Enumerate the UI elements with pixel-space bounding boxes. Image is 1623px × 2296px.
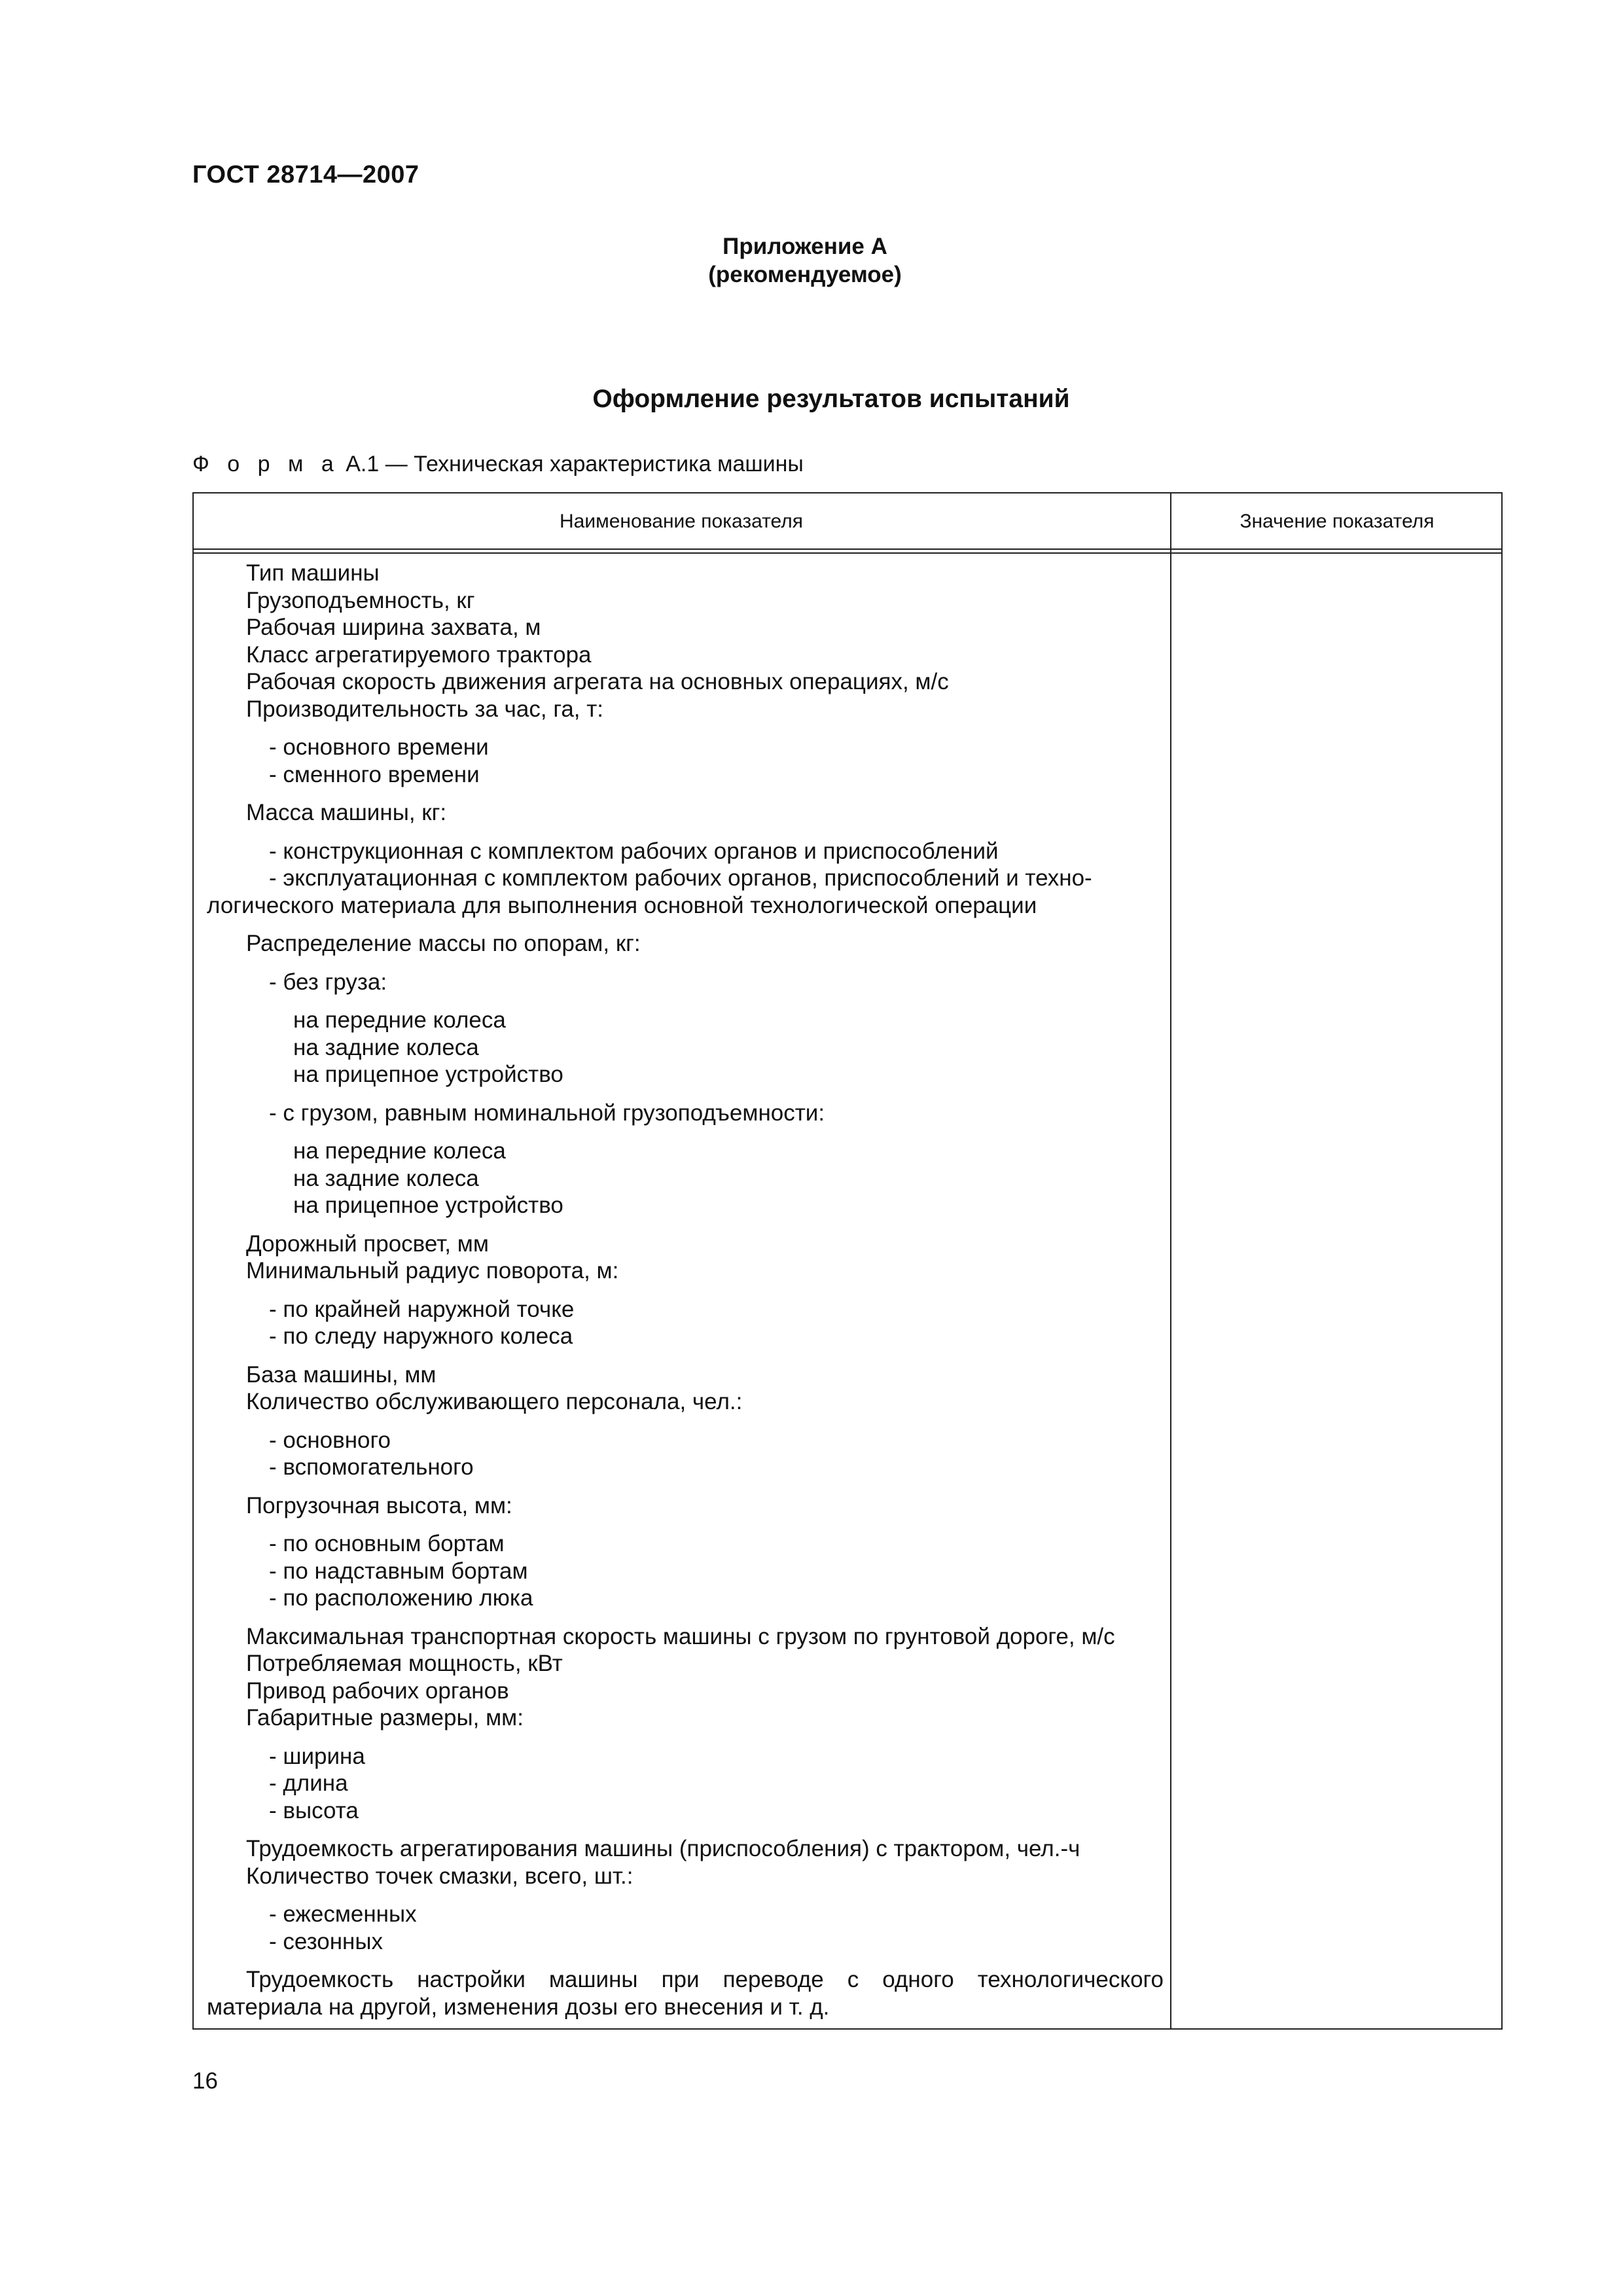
document-standard-number: ГОСТ 28714—2007 — [192, 161, 419, 188]
table-row: - ежесменных — [269, 1901, 417, 1927]
table-row: на прицепное устройство — [293, 1193, 563, 1218]
table-row: Рабочая скорость движения агрегата на основных операциях, м/с — [246, 669, 949, 694]
annex-status: (рекомендуемое) — [708, 262, 902, 287]
table-row: на передние колеса — [293, 1007, 506, 1033]
table-row: на задние колеса — [293, 1034, 479, 1060]
table-row: Масса машины, кг: — [246, 800, 447, 825]
column-header-name: Наименование показателя — [560, 511, 803, 532]
table-row: Количество обслуживающего персонала, чел.: — [246, 1389, 743, 1414]
table-row: материала на другой, изменения дозы его внесения и т. д. — [207, 1994, 830, 2020]
table-row: База машины, мм — [246, 1361, 437, 1388]
table-row: Тип машины — [246, 560, 380, 586]
table-row: - по надставным бортам — [269, 1558, 528, 1584]
table-row: - с грузом, равным номинальной грузоподъемности: — [269, 1100, 825, 1126]
section-heading: Оформление результатов испытаний — [592, 385, 1070, 413]
table-row: на прицепное устройство — [293, 1062, 563, 1087]
table-header-rule-double — [192, 552, 1503, 554]
table-row: - длина — [269, 1770, 348, 1796]
table-row: Количество точек смазки, всего, шт.: — [246, 1863, 633, 1889]
table-header-rule — [192, 548, 1503, 550]
table-row: Грузоподъемность, кг — [246, 587, 475, 613]
table-row: на передние колеса — [293, 1138, 506, 1164]
table-row: на задние колеса — [293, 1165, 479, 1191]
table-row: Класс агрегатируемого трактора — [246, 641, 592, 668]
table-row: - вспомогательного — [269, 1454, 474, 1480]
table-row: - без груза: — [269, 969, 387, 995]
form-caption — [192, 452, 804, 477]
table-body-name-column — [207, 560, 1164, 2020]
table-row: - ширина — [269, 1743, 365, 1769]
table-row: - эксплуатационная с комплектом рабочих органов, приспособлений и техно- — [269, 865, 1092, 891]
table-row: Дорожный просвет, мм — [246, 1230, 489, 1257]
table-row: - по крайней наружной точке — [269, 1296, 575, 1322]
table-row: Трудоемкость агрегатирования машины (приспособления) с трактором, чел.-ч — [246, 1836, 1080, 1861]
table-row: - конструкционная с комплектом рабочих органов и приспособлений — [269, 838, 999, 864]
table-row: - по следу наружного колеса — [269, 1323, 573, 1349]
table-row: Трудоемкость настройки машины при переводе с одного технологического — [246, 1967, 1164, 1992]
table-row: - основного времени — [269, 734, 489, 760]
table-row: Погрузочная высота, мм: — [246, 1492, 512, 1518]
table-column-divider — [1170, 492, 1171, 2030]
form-caption-text: — Техническая характеристика машины — [385, 452, 804, 476]
table-row: - по основным бортам — [269, 1531, 505, 1556]
table-row: - сменного времени — [269, 761, 480, 787]
column-header-value: Значение показателя — [1240, 511, 1435, 532]
table-row: - по расположению люка — [269, 1585, 533, 1611]
table-row: Рабочая ширина захвата, м — [246, 615, 541, 640]
form-number: А.1 — [346, 452, 380, 476]
table-row: Максимальная транспортная скорость машины с грузом по грунтовой дороге, м/с — [246, 1623, 1115, 1649]
table-row: Габаритные размеры, мм: — [246, 1705, 524, 1731]
annex-title: Приложение А — [722, 234, 887, 259]
table-row: - сезонных — [269, 1928, 383, 1954]
table-row: Производительность за час, га, т: — [246, 696, 603, 722]
table-row: Потребляемая мощность, кВт — [246, 1651, 563, 1676]
table-row: Минимальный радиус поворота, м: — [246, 1258, 619, 1283]
table-row: - высота — [269, 1797, 359, 1823]
table-row: - основного — [269, 1427, 391, 1453]
table-row: Распределение массы по опорам, кг: — [246, 931, 641, 956]
table-row: Привод рабочих органов — [246, 1677, 509, 1704]
page-number: 16 — [192, 2068, 218, 2094]
form-label: Ф о р м а — [192, 452, 340, 476]
table-row: логического материала для выполнения основной технологической операции — [207, 892, 1037, 918]
